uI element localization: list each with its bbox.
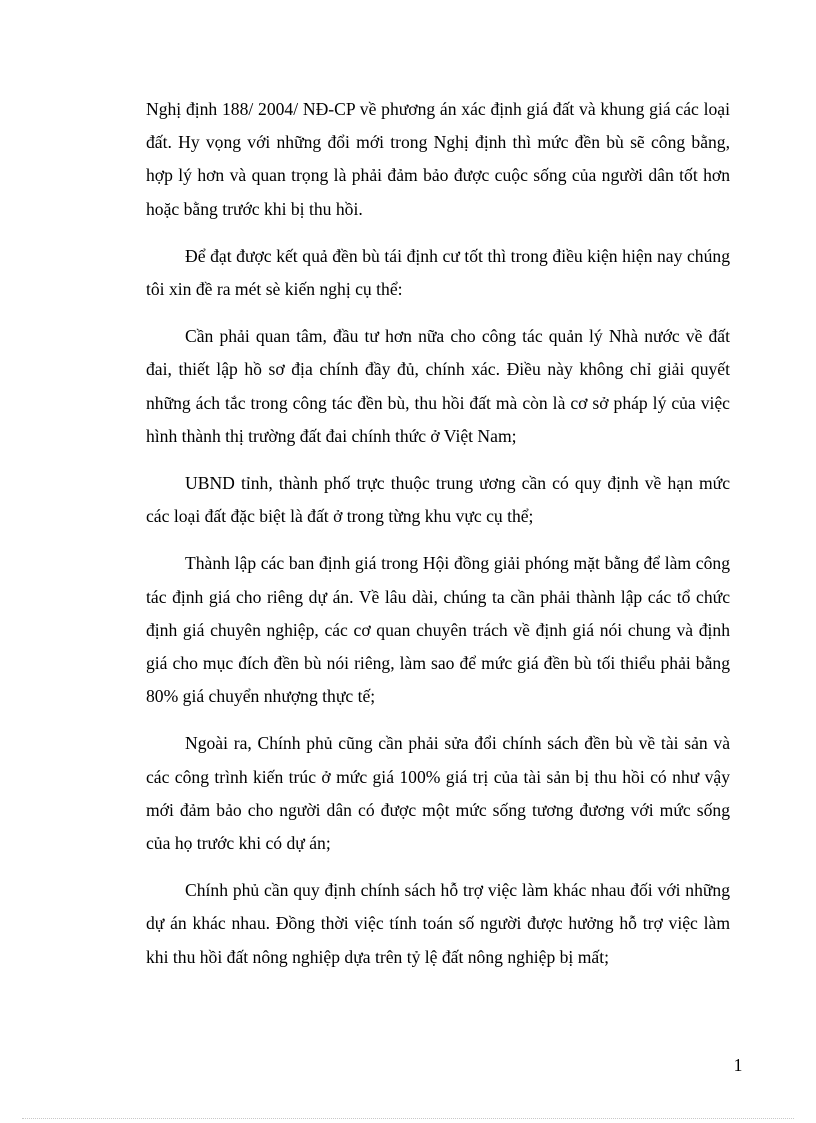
paragraph-decree-188: Nghị định 188/ 2004/ NĐ-CP về phương án xác định giá đất và khung giá các loại đất. Hy vọng với những đổi mới trong Nghị định thì mức đền bù sẽ công bằng, hợp lý hơn và quan trọng là phải đảm bảo được cuộc sống của người dân tốt hơn hoặc bằng trước khi bị thu hồi. [146,99,730,219]
paragraph-ubnd-quota: UBND tỉnh, thành phố trực thuộc trung ương cần có quy định về hạn mức các loại đất đặc biệt là đất ở trong từng khu vực cụ thể; [146,473,730,527]
paragraph-asset-compensation: Ngoài ra, Chính phủ cũng cần phải sửa đổi chính sách đền bù về tài sản và các công trình kiến trúc ở mức giá 100% giá trị của tài sản bị thu hồi có như vậy mới đảm bảo cho người dân có được một mức sống tương đương với mức sống của họ trước khi có dự án; [146,733,730,854]
page-number: 1 [733,1055,743,1075]
paragraph-land-management: Cần phải quan tâm, đầu tư hơn nữa cho công tác quản lý Nhà nước về đất đai, thiết lập hồ sơ địa chính đầy đủ, chính xác. Điều này không chỉ giải quyết những ách tắc trong công tác đền bù, thu hồi đất mà còn là cơ sở pháp lý của việc hình thành thị trường đất đai chính thức ở Việt Nam; [146,326,730,446]
paragraph-recommendations-intro: Để đạt được kết quả đền bù tái định cư tốt thì trong điều kiện hiện nay chúng tôi xin đề ra mét sè kiến nghị cụ thể: [146,245,730,300]
page-bottom-divider [22,1118,794,1119]
document-body [146,93,730,988]
paragraph-employment-support: Chính phủ cần quy định chính sách hỗ trợ việc làm khác nhau đối với những dự án khác nhau. Đồng thời việc tính toán số người được hưởng hỗ trợ việc làm khi thu hồi đất nông nghiệp dựa trên tỷ lệ đất nông nghiệp bị mất; [146,880,730,967]
paragraph-valuation-boards: Thành lập các ban định giá trong Hội đồng giải phóng mặt bằng để làm công tác định giá cho riêng dự án. Về lâu dài, chúng ta cần phải thành lập các tổ chức định giá chuyên nghiệp, các cơ quan chuyên trách về định giá nói chung và định giá cho mục đích đền bù nói riêng, làm sao để mức giá đền bù tối thiểu phải bằng 80% giá chuyển nhượng thực tế; [146,553,730,707]
